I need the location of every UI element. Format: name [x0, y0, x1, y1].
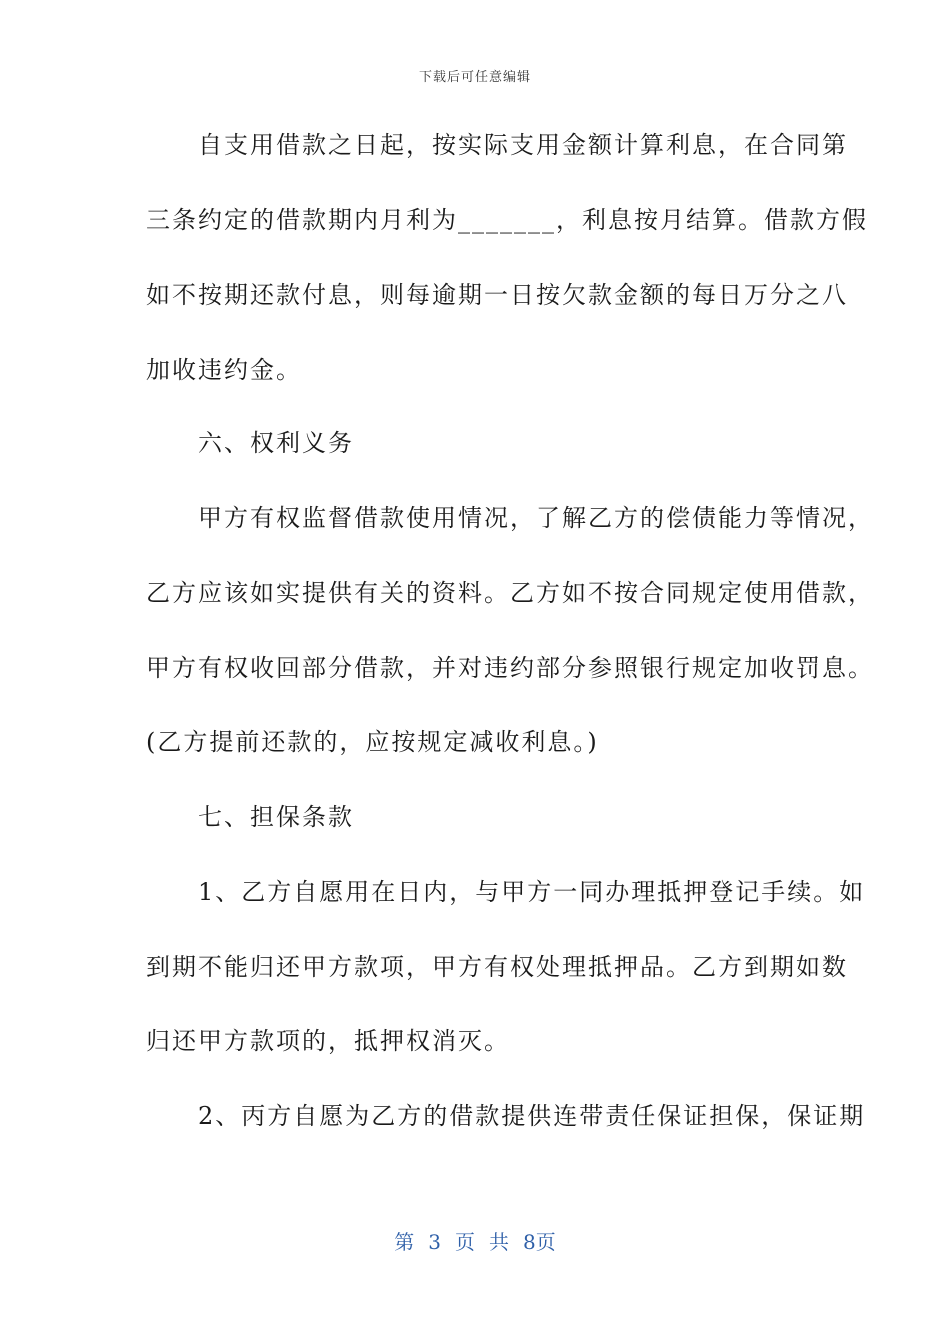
text-line: 三条约定的借款期内月利为_______，利息按月结算。借款方假 — [146, 206, 868, 234]
text-line: 甲方有权收回部分借款，并对违约部分参照银行规定加收罚息。 — [146, 654, 874, 682]
text-line: 2、丙方自愿为乙方的借款提供连带责任保证担保，保证期 — [146, 1102, 866, 1130]
text-line: 如不按期还款付息，则每逾期一日按欠款金额的每日万分之八 — [146, 281, 848, 309]
footer-label-ye: 页 — [455, 1230, 475, 1254]
section-heading: 七、担保条款 — [146, 803, 354, 831]
footer-label-di: 第 — [394, 1230, 415, 1254]
text-line: 归还甲方款项的，抵押权消灭。 — [146, 1027, 510, 1055]
text-line: 到期不能归还甲方款项，甲方有权处理抵押品。乙方到期如数 — [146, 953, 848, 981]
page-footer — [0, 1226, 950, 1255]
text-line: (乙方提前还款的，应按规定减收利息。) — [146, 728, 599, 756]
text-line: 乙方应该如实提供有关的资料。乙方如不按合同规定使用借款， — [146, 579, 874, 607]
text-line: 甲方有权监督借款使用情况，了解乙方的偿债能力等情况， — [146, 504, 874, 532]
footer-label-gong: 共 — [489, 1230, 509, 1254]
page-header: 下载后可任意编辑 — [418, 70, 531, 85]
footer-total-pages: 8页 — [523, 1230, 556, 1254]
text-line: 自支用借款之日起，按实际支用金额计算利息，在合同第 — [146, 131, 848, 159]
section-heading: 六、权利义务 — [146, 429, 354, 457]
text-line: 1、乙方自愿用在日内，与甲方一同办理抵押登记手续。如 — [146, 878, 866, 906]
text-line: 加收违约金。 — [146, 356, 302, 384]
footer-current-page: 3 — [428, 1230, 441, 1254]
